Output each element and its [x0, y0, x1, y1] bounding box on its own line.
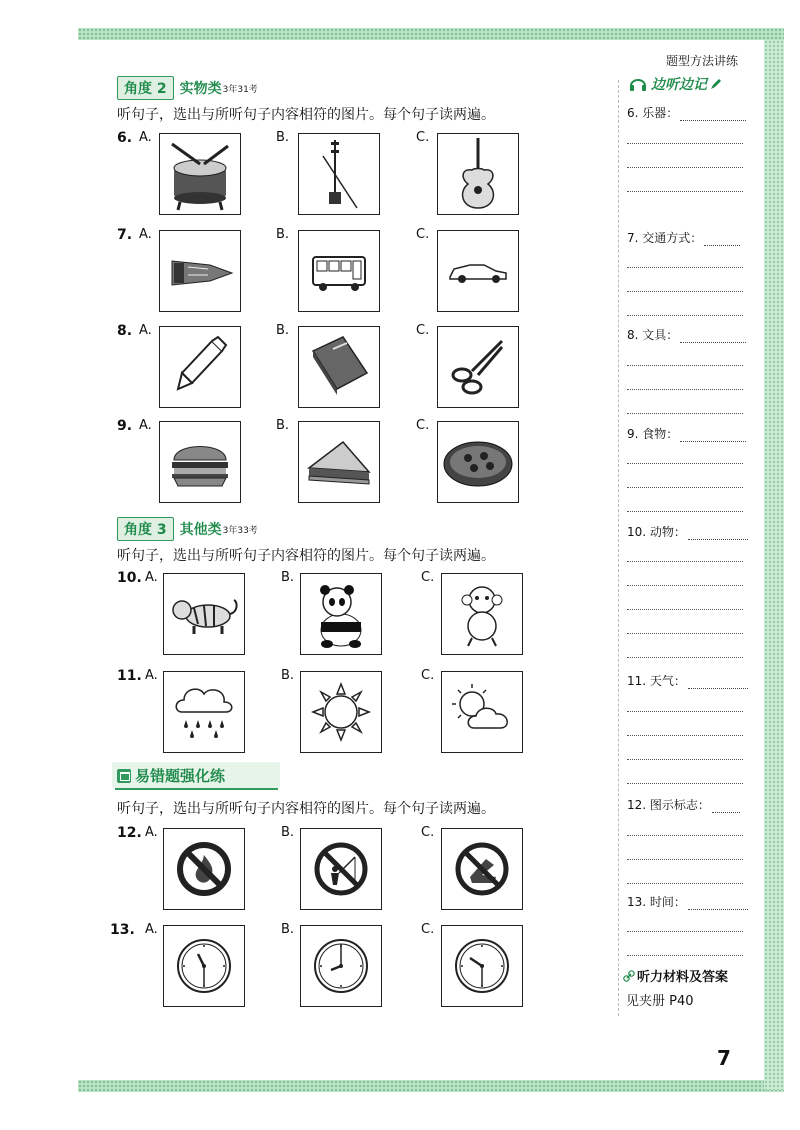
no-fire-sign-icon[interactable] [163, 828, 245, 910]
angle3-stat: 3年33考 [222, 525, 258, 536]
rain-cloud-icon[interactable] [163, 671, 245, 753]
note-line[interactable] [627, 632, 743, 634]
guitar-icon[interactable] [437, 133, 519, 215]
option-label: B. [281, 825, 295, 840]
angle2-name: 实物类 [179, 81, 222, 97]
clock-icon[interactable] [441, 925, 523, 1007]
angle3-name: 其他类 [179, 522, 222, 538]
top-decorative-band [78, 28, 784, 40]
option-label: A. [139, 130, 152, 145]
note-label: 13. 时间： [627, 893, 748, 910]
section-header: 题型方法讲练 [666, 54, 739, 68]
question-number: 6. [117, 130, 133, 146]
headphones-icon [628, 74, 648, 94]
note-line[interactable] [627, 608, 743, 610]
option-label: A. [145, 922, 158, 937]
note-line[interactable] [627, 710, 743, 712]
option-label: A. [145, 668, 158, 683]
answer-reference-text: 听力材料及答案 [637, 970, 729, 985]
note-line[interactable] [627, 314, 743, 316]
option-label: C. [421, 570, 435, 585]
note-label: 9. 食物： [627, 425, 746, 442]
notes-title: 边听边记 [651, 77, 707, 93]
option-label: A. [139, 418, 152, 433]
note-line[interactable] [627, 954, 743, 956]
note-line[interactable] [627, 834, 743, 836]
note-line[interactable] [627, 510, 743, 512]
notes-heading [628, 74, 723, 94]
note-label: 12. 图示标志： [627, 796, 740, 813]
note-line[interactable] [627, 486, 743, 488]
pencil-icon[interactable] [159, 326, 241, 408]
option-label: C. [416, 418, 430, 433]
option-label: C. [421, 825, 435, 840]
clock-icon[interactable] [300, 925, 382, 1007]
note-line[interactable] [627, 190, 743, 192]
book-icon [117, 769, 131, 783]
note-line[interactable] [627, 734, 743, 736]
option-label: C. [416, 130, 430, 145]
monkey-icon[interactable] [441, 573, 523, 655]
question-number: 12. [117, 825, 142, 841]
angle3-heading [117, 517, 258, 541]
side-decorative-band [764, 40, 784, 1090]
note-line[interactable] [627, 758, 743, 760]
note-line[interactable] [627, 930, 743, 932]
note-label: 6. 乐器： [627, 104, 746, 121]
sun-icon[interactable] [300, 671, 382, 753]
option-label: B. [276, 227, 290, 242]
option-label: C. [421, 668, 435, 683]
option-label: C. [416, 227, 430, 242]
pen-icon [709, 77, 723, 91]
pizza-icon[interactable] [437, 421, 519, 503]
tiger-icon[interactable] [163, 573, 245, 655]
note-line[interactable] [627, 266, 743, 268]
option-label: B. [276, 418, 290, 433]
notes-divider [618, 80, 620, 1016]
notebook-icon[interactable] [298, 326, 380, 408]
option-label: A. [145, 825, 158, 840]
option-label: B. [281, 668, 295, 683]
sandwich-icon[interactable] [298, 421, 380, 503]
angle3-tag: 角度 3 [117, 517, 174, 541]
question-number: 11. [117, 668, 142, 684]
car-icon[interactable] [437, 230, 519, 312]
bus-icon[interactable] [298, 230, 380, 312]
scissors-icon[interactable] [437, 326, 519, 408]
note-line[interactable] [627, 584, 743, 586]
note-line[interactable] [627, 290, 743, 292]
option-label: C. [421, 922, 435, 937]
note-line[interactable] [627, 166, 743, 168]
note-label: 7. 交通方式： [627, 229, 740, 246]
note-line[interactable] [627, 388, 743, 390]
angle2-stat: 3年31考 [222, 84, 258, 95]
question-number: 10. [117, 570, 142, 586]
option-label: A. [139, 227, 152, 242]
option-label: C. [416, 323, 430, 338]
note-line[interactable] [627, 882, 743, 884]
note-line[interactable] [627, 462, 743, 464]
angle2-heading [117, 76, 258, 100]
option-label: A. [145, 570, 158, 585]
drum-icon[interactable] [159, 133, 241, 215]
clock-icon[interactable] [163, 925, 245, 1007]
no-fishing-sign-icon[interactable] [300, 828, 382, 910]
note-label: 8. 文具： [627, 326, 746, 343]
question-number: 13. [110, 922, 135, 938]
sun-cloud-icon[interactable] [441, 671, 523, 753]
note-line[interactable] [627, 142, 743, 144]
hamburger-icon[interactable] [159, 421, 241, 503]
option-label: B. [281, 570, 295, 585]
error-practice-instruction: 听句子，选出与所听句子内容相符的图片。每个句子读两遍。 [117, 801, 495, 817]
bottom-decorative-band [78, 1080, 784, 1092]
error-practice-title: 易错题强化练 [135, 767, 226, 785]
note-line[interactable] [627, 364, 743, 366]
angle2-tag: 角度 2 [117, 76, 174, 100]
link-icon [623, 970, 635, 982]
error-practice-underline [115, 788, 278, 790]
erhu-icon[interactable] [298, 133, 380, 215]
page-reference: 见夹册 P40 [626, 994, 694, 1009]
question-number: 9. [117, 418, 133, 434]
train-icon[interactable] [159, 230, 241, 312]
note-label: 10. 动物： [627, 523, 748, 540]
note-label: 11. 天气： [627, 672, 748, 689]
no-sitting-sign-icon[interactable] [441, 828, 523, 910]
note-line[interactable] [627, 412, 743, 414]
note-line[interactable] [627, 560, 743, 562]
note-line[interactable] [627, 782, 743, 784]
error-practice-heading [117, 765, 225, 786]
option-label: B. [276, 130, 290, 145]
question-number: 8. [117, 323, 133, 339]
angle2-instruction: 听句子，选出与所听句子内容相符的图片。每个句子读两遍。 [117, 107, 495, 123]
note-line[interactable] [627, 858, 743, 860]
answer-reference [623, 966, 728, 985]
question-number: 7. [117, 227, 133, 243]
page-number: 7 [717, 1046, 731, 1070]
option-label: B. [276, 323, 290, 338]
note-line[interactable] [627, 656, 743, 658]
panda-icon[interactable] [300, 573, 382, 655]
option-label: B. [281, 922, 295, 937]
option-label: A. [139, 323, 152, 338]
angle3-instruction: 听句子，选出与所听句子内容相符的图片。每个句子读两遍。 [117, 548, 495, 564]
